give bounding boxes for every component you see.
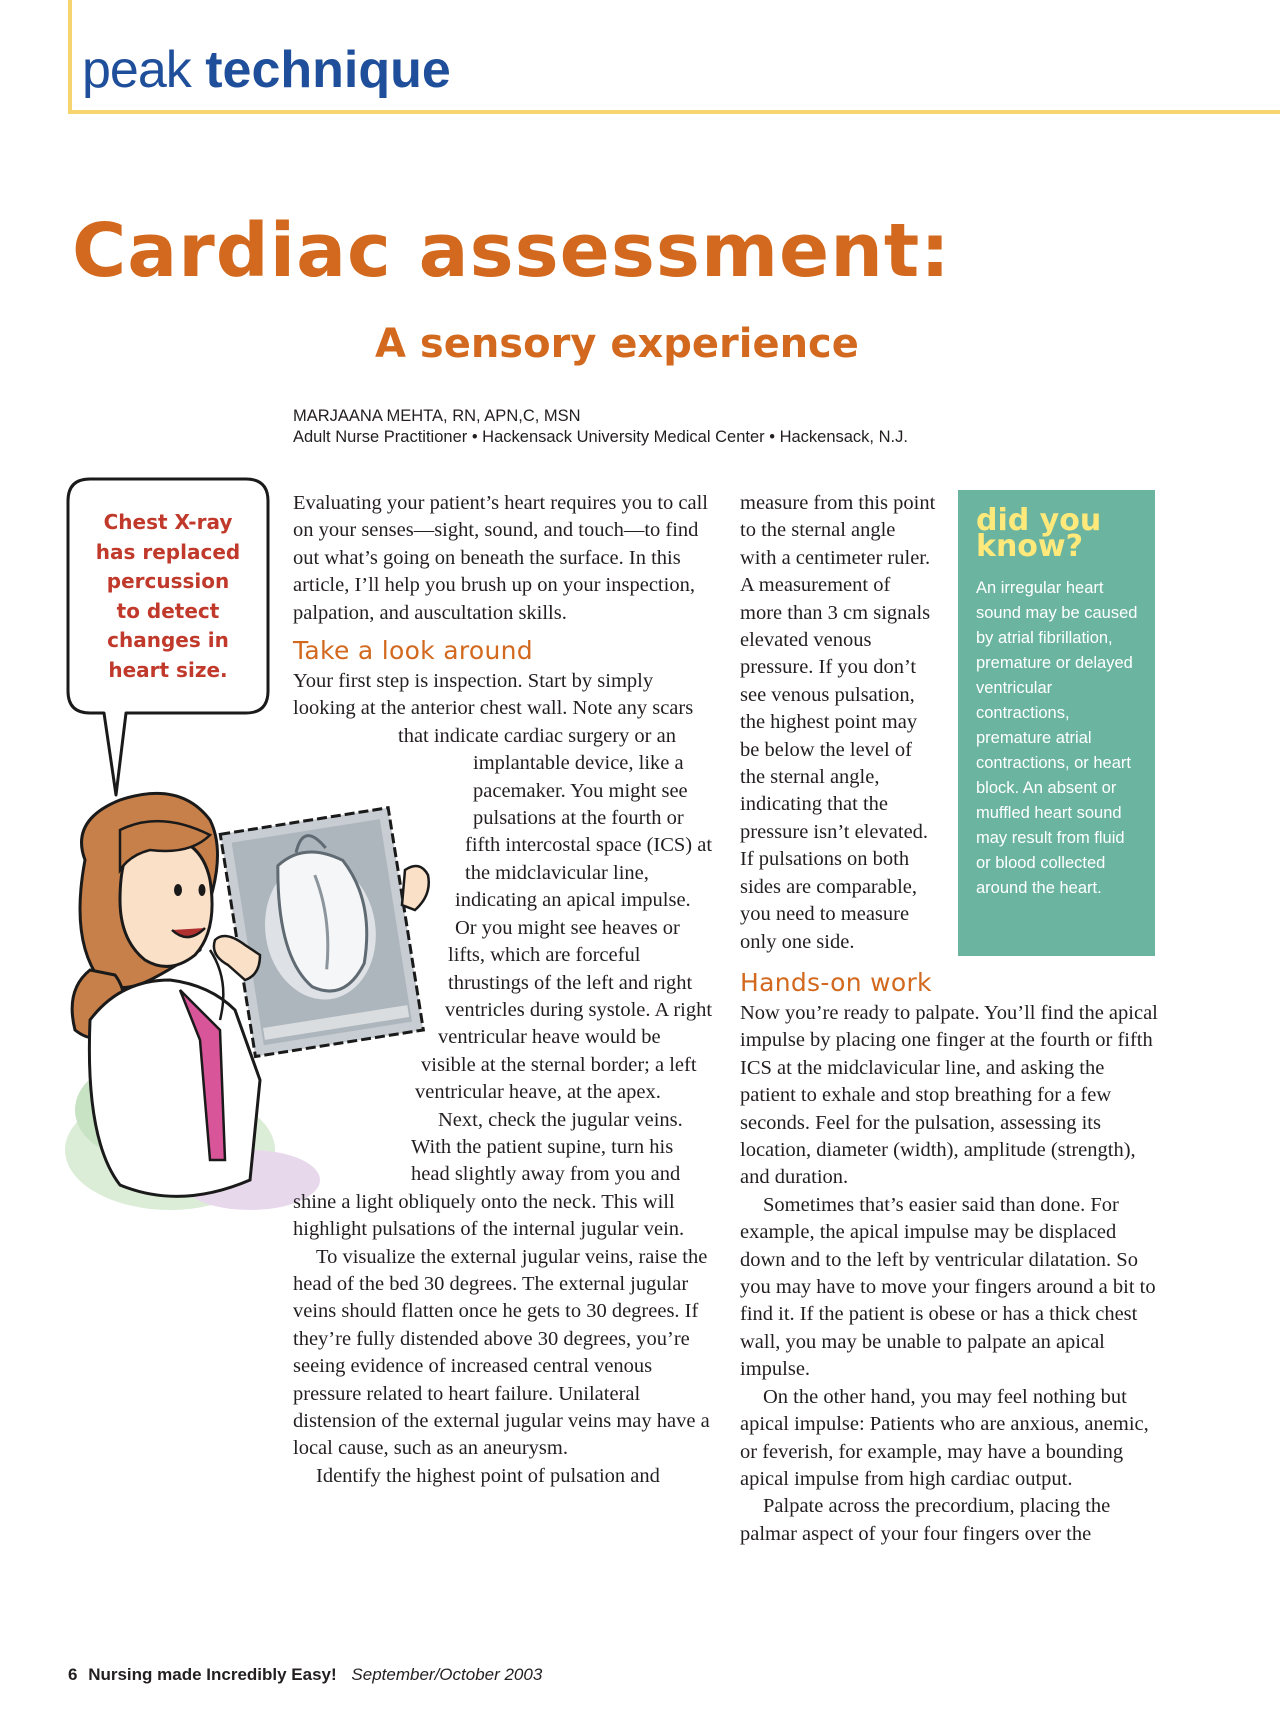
did-you-know-heading — [976, 503, 1139, 564]
page-footer — [68, 1664, 542, 1686]
heading-line: did you — [976, 503, 1102, 538]
section-heading-look-around: Take a look around — [293, 636, 533, 666]
intro-paragraph: Evaluating your patient’s heart requires you to call on your senses—sight, sound, and touch—to find out what’s going on beneath the surface. In this article, I’ll help you brush up on your inspection, palpation, and auscultation skills. — [293, 492, 708, 624]
external-jugular-paragraph: To visualize the external jugular veins, raise the head of the bed 30 degrees. The external jugular veins should flatten once he gets to 30 degrees. If they’re fully distended above 30 degrees, you’re seeing evidence of increased central venous pressure related to heart failure. Unilateral distension of the external jugular veins may have a local cause, such as an aneurysm. — [293, 1245, 710, 1460]
section-heading-hands-on: Hands-on work — [740, 968, 932, 997]
header-rule-vertical — [68, 0, 72, 113]
section-header-light: peak — [82, 41, 191, 99]
callout-line: percussion — [106, 569, 230, 594]
did-you-know-text: An irregular heart sound may be caused by atrial fibrillation, premature or delayed ventricular contractions, premature atrial contractions, or heart block. An absent or muffled heart sound may result from fluid or blood collected around the heart. — [976, 579, 1138, 897]
section-header — [82, 40, 451, 100]
pulsation-paragraph: Identify the highest point of pulsation and — [316, 1464, 660, 1487]
issue-date: September/October 2003 — [351, 1665, 543, 1684]
callout-line: has replaced — [95, 539, 241, 564]
palpate-paragraph: Now you’re ready to palpate. You’ll find the apical impulse by placing one finger at the fourth or fifth ICS at the midclavicular line, and asking the patient to exhale and stop breathing for a few seconds. Feel for the pulsation, assessing its location, diameter (width), amplitude (strength), and duration. — [740, 1002, 1158, 1189]
article-subtitle: A sensory experience — [375, 321, 859, 367]
author-name: MARJAANA MEHTA, RN, APN,C, MSN — [293, 407, 581, 425]
article-title: Cardiac assessment: — [72, 208, 951, 294]
column-left — [293, 490, 713, 1490]
precordium-paragraph: Palpate across the precordium, placing the palmar aspect of your four fingers over the — [740, 1495, 1111, 1545]
magazine-name: Nursing made Incredibly Easy! — [88, 1665, 337, 1684]
callout-line: changes in — [107, 628, 229, 653]
callout-text — [78, 508, 258, 686]
easier-said-paragraph: Sometimes that’s easier said than done. For example, the apical impulse may be displaced down and to the left by ventricular dilatation. So you may have to move your fingers around a bit to find it. If the patient is obese or has a thick chest wall, you may be unable to palpate an apical impulse. — [740, 1193, 1156, 1381]
byline — [293, 406, 908, 448]
author-affiliation: Adult Nurse Practitioner • Hackensack University Medical Center • Hackensack, N.J. — [293, 428, 908, 446]
callout-line: heart size. — [108, 657, 228, 682]
header-rule-horizontal — [68, 110, 1280, 114]
page-number: 6 — [68, 1665, 78, 1684]
wrap-area — [293, 668, 713, 1107]
other-hand-paragraph: On the other hand, you may feel nothing but apical impulse: Patients who are anxious, anemic, or feverish, for example, may have a bounding apical impulse from high cardiac output. — [740, 1385, 1149, 1490]
heading-line: know? — [976, 529, 1084, 564]
did-you-know-box — [958, 490, 1155, 956]
jugular-paragraph: Next, check the jugular veins. With the patient supine, turn his head slightly away from you and shine a light obliquely onto the neck. This will highlight pulsations of the internal jugular vein. — [293, 1108, 685, 1241]
pulsation-continued: measure from this point to the sternal angle with a centimeter ruler. A measurement of more than 3 cm signals elevated venous pressure. If you don’t see venous pulsation, the highest point may be below the level of the sternal angle, indicating that the pressure isn’t elevated. If pulsations on both sides are comparable, you need to measure only one side. — [740, 492, 936, 953]
callout-line: to detect — [116, 598, 220, 623]
section-header-bold: technique — [205, 41, 451, 99]
callout-line: Chest X-ray — [103, 510, 233, 534]
inspection-paragraph: Your first step is inspection. Start by simply looking at the anterior chest wall. Note any scars that indicate cardiac surgery or an implantable device, like a pacemaker. You might see pulsations at the fourth or fifth intercostal space (ICS) at the midclavicular line, indicating an apical impulse. Or you might see heaves or lifts, which are forceful thrustings of the left and right ventricles during systole. A right ventricular heave would be visible at the sternal border; a left ventricular heave, at the apex. — [293, 670, 713, 1104]
